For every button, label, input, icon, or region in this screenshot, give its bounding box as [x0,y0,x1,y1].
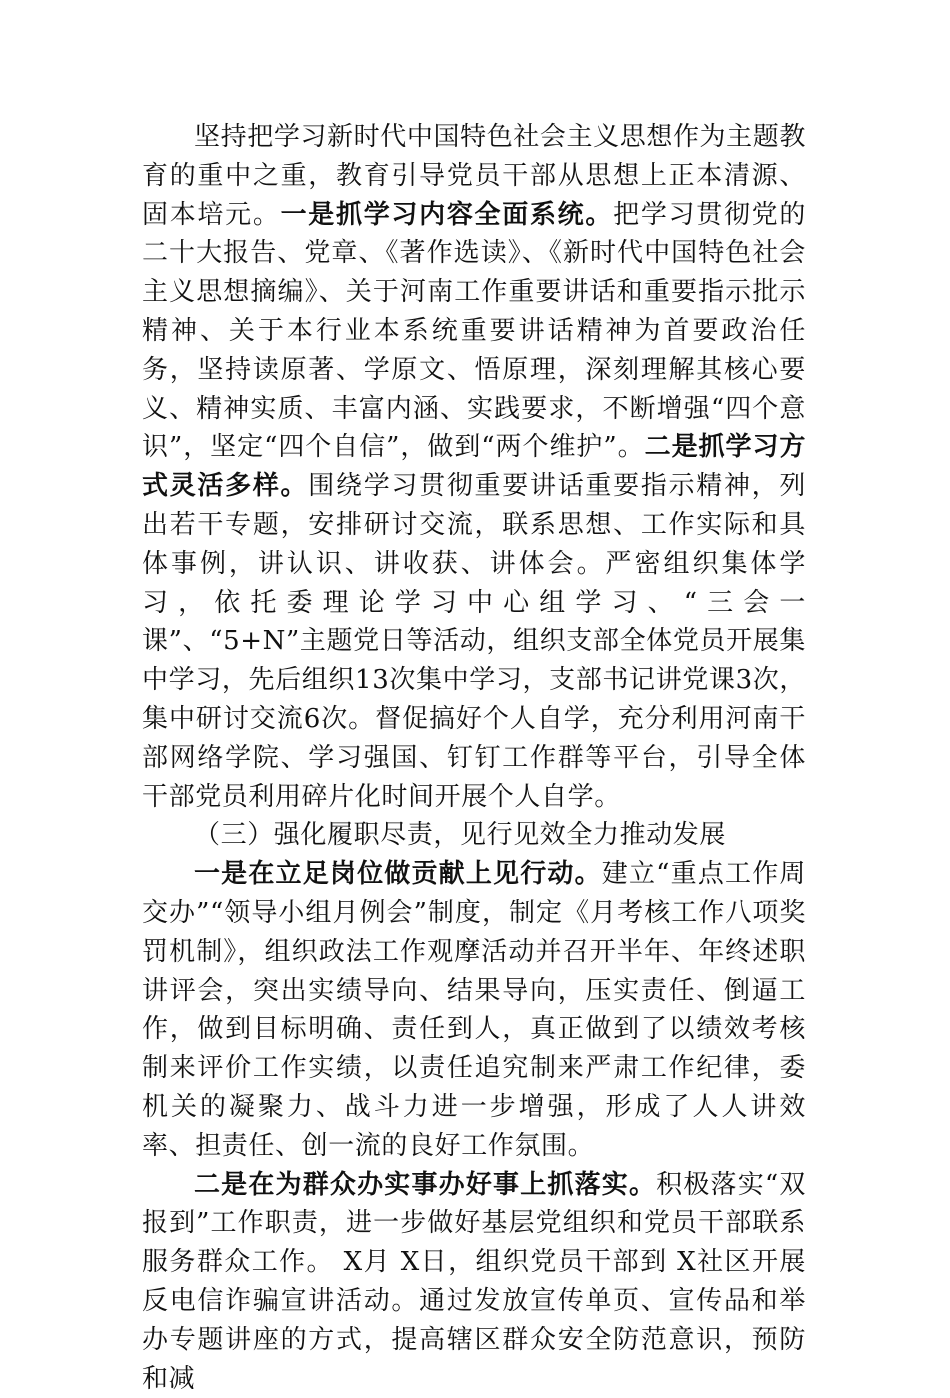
paragraph-text: 积极落实“双报到”工作职责，进一步做好基层党组织和党员干部联系服务群众工作。 X月 X日，组织党员干部到 X社区开展反电信诈骗宣讲活动。通过发放宣传单页、宣传品和举办专题讲座的方式，提高辖区群众安全防范意识，预防和减 [142,1169,806,1394]
bold-lead-study-methods: 二是抓学习方式灵活多样。 [142,432,807,502]
paragraph-serve-masses [142,1166,806,1398]
paragraph-text: 围绕学习贯彻重要讲话重要指示精神，列出若干专题，安排研讨交流，联系思想、工作实际和具体事例，讲认识、讲收获、讲体会。严密组织集体学习，依托委理论学习中心组学习、“三会一课”、“5+N”主题党日等活动，组织支部全体党员开展集中学习，先后组织13次集中学习，支部书记讲党课3次，集中研讨交流6次。督促搞好个人自学，充分利用河南干部网络学院、学习强国、钉钉工作群等平台，引导全体干部党员利用碎片化时间开展个人自学。 [142,471,806,812]
paragraph-text: 建立“重点工作周交办”“领导小组月例会”制度，制定《月考核工作八项奖罚机制》，组织政法工作观摩活动并召开半年、年终述职讲评会，突出实绩导向、结果导向，压实责任、倒逼工作，做到目标明确、责任到人，真正做到了以绩效考核制来评价工作实绩，以责任追究制来严肃工作纪律，委机关的凝聚力、战斗力进一步增强，形成了人人讲效率、担责任、创一流的良好工作氛围。 [142,859,806,1161]
paragraph-post-contribution [142,855,806,1165]
paragraph-study-education [142,118,806,816]
bold-lead-post-action: 一是在立足岗位做贡献上见行动。 [194,859,602,890]
bold-lead-serve-masses: 二是在为群众办实事办好事上抓落实。 [194,1169,657,1200]
document-body [142,118,806,1398]
paragraph-text: 把学习贯彻党的二十大报告、党章、《著作选读》、《新时代中国特色社会主义思想摘编》、关于河南工作重要讲话和重要指示批示精神、关于本行业本系统重要讲话精神为首要政治任务，坚持读原著、学原文、悟原理，深刻理解其核心要义、精神实质、丰富内涵、实践要求，不断增强“四个意识”，坚定“四个自信”，做到“两个维护”。 [142,199,806,463]
bold-lead-study-content: 一是抓学习内容全面系统。 [280,199,614,230]
section-heading-text: （三）强化履职尽责，见行见效全力推动发展 [194,820,727,851]
section-heading-three [142,816,806,855]
paragraph-text: 坚持把学习新时代中国特色社会主义思想作为主题教育的重中之重，教育引导党员干部从思想上正本清源、固本培元。 [142,122,806,230]
